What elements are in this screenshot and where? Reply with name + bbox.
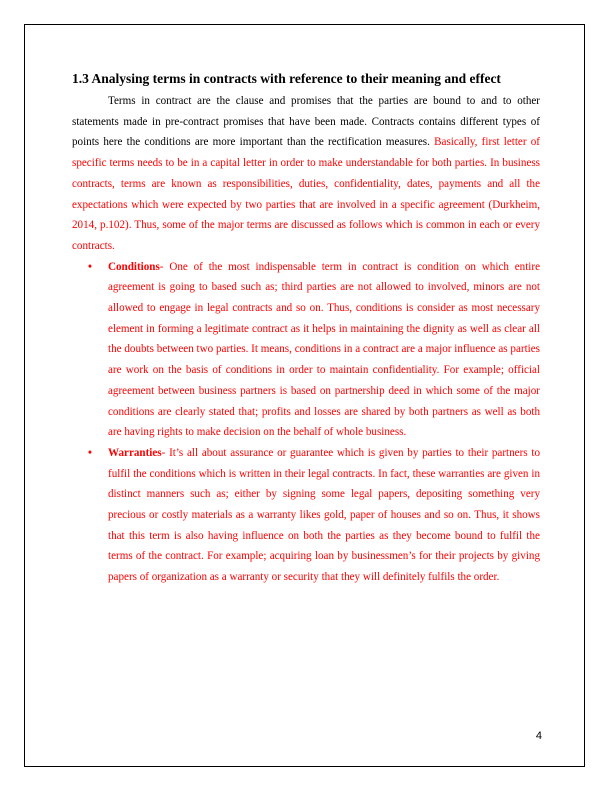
list-item-warranties <box>72 443 540 588</box>
page-number: 4 <box>535 730 542 742</box>
list-item-conditions <box>72 257 540 443</box>
intro-paragraph <box>72 91 540 257</box>
bullet-icon: • <box>88 446 92 459</box>
term-label: Warranties <box>108 446 162 459</box>
intro-text-black: Terms in contract are the clause and promises that the parties are bound to and to other statements made in pre-contract promises that have been made. Contracts contains different types of points here the conditions are more important than the rectification measures. <box>72 95 540 149</box>
term-description: - One of the most indispensable term in contract is condition on which entire agreement is going to based such as; third parties are not allowed to involved, minors are not allowed to engage in legal contracts and so on. Thus, conditions is consider as most necessary element in forming a legitimate contract as it helps in maintaining the dignity as well as clear all the doubts between two parties. It means, conditions in a contract are a major influence as parties are work on the basis of conditions in order to maintain confidentiality. For example; official agreement between business partners is based on partnership deed in which some of the major conditions are clearly stated that; profits and losses are shared by both partners as well as both are having rights to make decision on the behalf of whole business. <box>108 260 540 439</box>
section-heading: 1.3 Analysing terms in contracts with reference to their meaning and effect <box>72 71 501 86</box>
term-label: Conditions <box>108 260 160 273</box>
document-body <box>72 70 540 588</box>
intro-text-red: Basically, first letter of specific terms needs to be in a capital letter in order to make understandable for both parties. In business contracts, terms are known as responsibilities, duties, confidentiality, dates, payments and all the expectations which were expected by two parties that are involved in a specific agreement (Durkheim, 2014, p.102). Thus, some of the major terms are discussed as follows which is common in each or every contracts. <box>72 136 541 252</box>
term-description: - It’s all about assurance or guarantee which is given by parties to their partners to fulfil the conditions which is written in their legal contracts. In fact, these warranties are given in distinct manners such as; either by signing some legal papers, depositing something very precious or costly materials as a warranty likes gold, paper of houses and so on. Thus, it shows that this term is also having influence on both the parties as they become bound to fulfil the terms of the contract. For example; acquiring loan by businessmen’s for their projects by giving papers of organization as a warranty or security that they will definitely fulfils the order. <box>108 446 540 584</box>
bullet-icon: • <box>88 260 92 273</box>
terms-list <box>72 257 540 588</box>
